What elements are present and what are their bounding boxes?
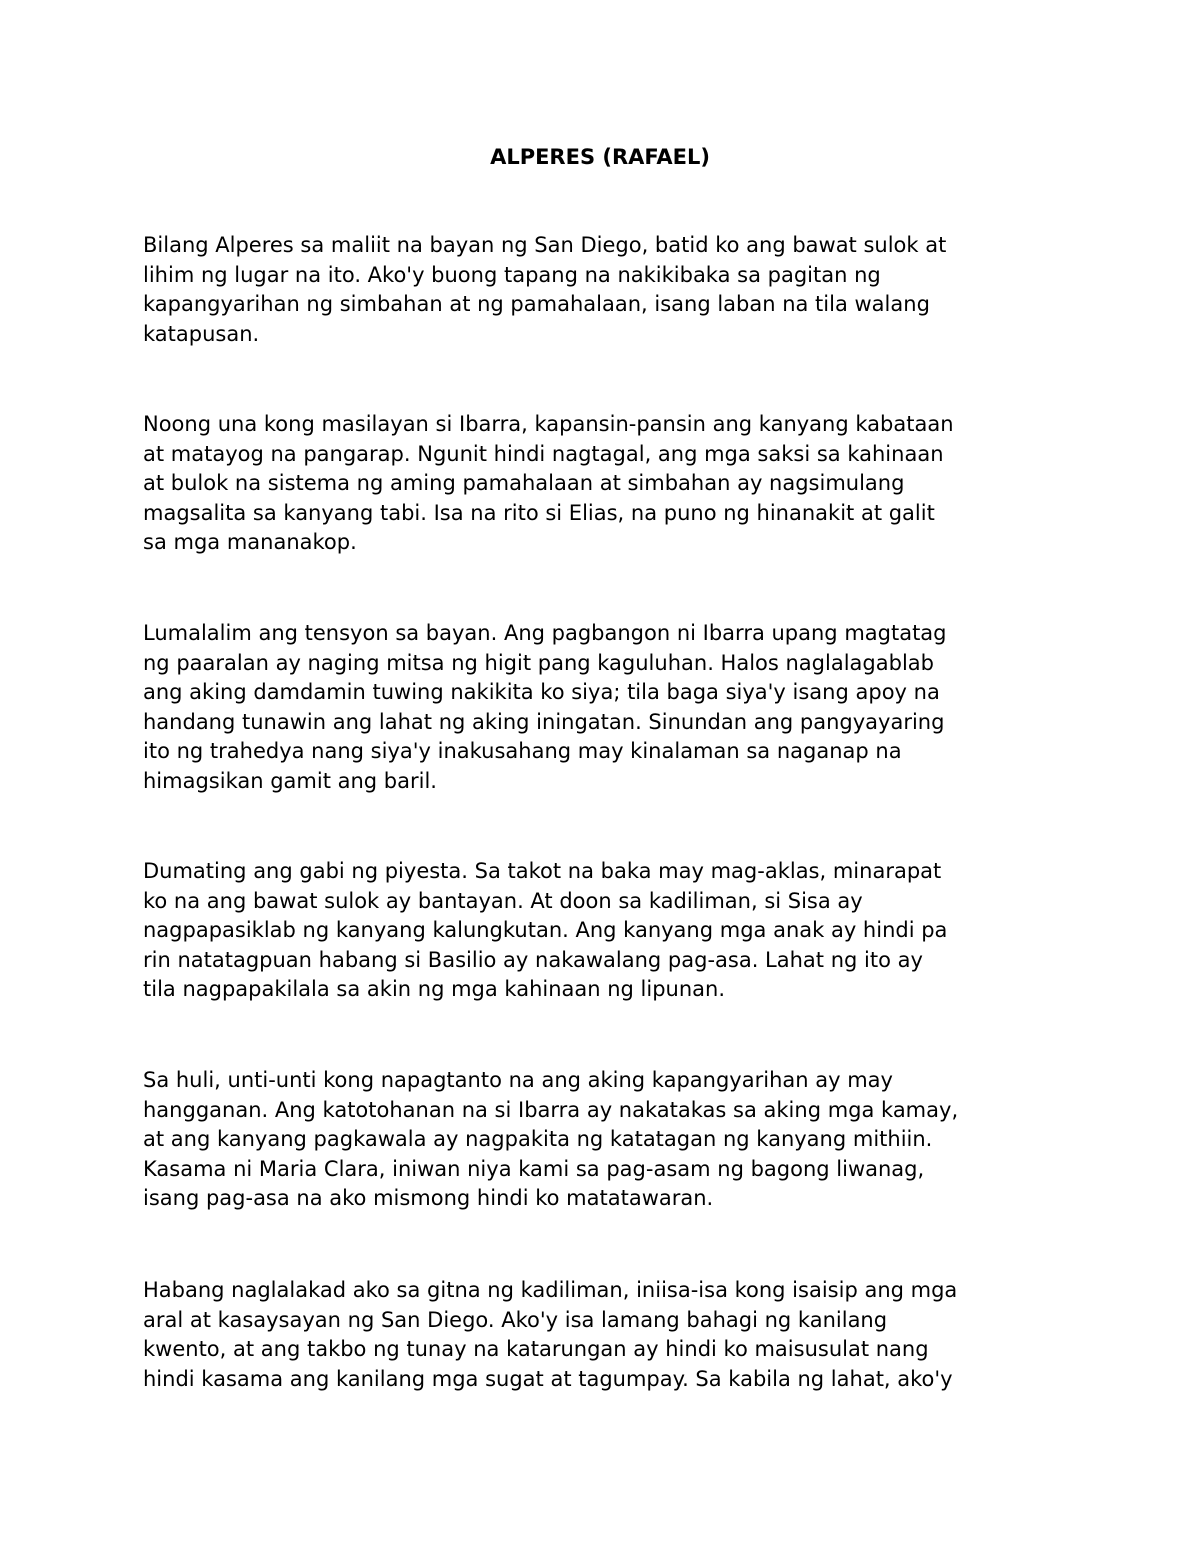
paragraph-line: isang pag-asa na ako mismong hindi ko matatawaran. bbox=[143, 1186, 714, 1211]
paragraph-line: ang aking damdamin tuwing nakikita ko siya; tila baga siya'y isang apoy na bbox=[143, 680, 940, 705]
paragraph bbox=[143, 619, 1073, 797]
paragraph bbox=[143, 857, 1073, 1005]
paragraph-line: tila nagpapakilala sa akin ng mga kahinaan ng lipunan. bbox=[143, 977, 726, 1002]
paragraph-line: Bilang Alperes sa maliit na bayan ng San Diego, batid ko ang bawat sulok at bbox=[143, 233, 947, 257]
paragraph-line: Noong una kong masilayan si Ibarra, kapansin-pansin ang kanyang kabataan bbox=[143, 412, 954, 436]
paragraph-line: katapusan. bbox=[143, 321, 260, 346]
paragraph-line: Kasama ni Maria Clara, iniwan niya kami sa pag-asam ng bagong liwanag, bbox=[143, 1156, 925, 1181]
paragraph-line: at ang kanyang pagkawala ay nagpakita ng katatagan ng kanyang mithiin. bbox=[143, 1127, 933, 1152]
paragraph-line: ng paaralan ay naging mitsa ng higit pang kaguluhan. Halos naglalagablab bbox=[143, 650, 934, 675]
paragraph-line: at bulok na sistema ng aming pamahalaan at simbahan ay nagsimulang bbox=[143, 471, 905, 496]
paragraph-line: Sa huli, unti-unti kong napagtanto na ang aking kapangyarihan ay may bbox=[143, 1068, 893, 1092]
paragraph-line: lihim ng lugar na ito. Ako'y buong tapang na nakikibaka sa pagitan ng bbox=[143, 262, 881, 287]
document-title: ALPERES (RAFAEL) bbox=[490, 145, 710, 169]
paragraph-line: hangganan. Ang katotohanan na si Ibarra ay nakatakas sa aking mga kamay, bbox=[143, 1097, 959, 1122]
paragraph-line: Lumalalim ang tensyon sa bayan. Ang pagbangon ni Ibarra upang magtatag bbox=[143, 621, 947, 645]
paragraph bbox=[143, 1066, 1073, 1214]
paragraph-line: magsalita sa kanyang tabi. Isa na rito si Elias, na puno ng hinanakit at galit bbox=[143, 500, 935, 525]
paragraph-line: sa mga mananakop. bbox=[143, 530, 357, 555]
paragraph-line: at matayog na pangarap. Ngunit hindi nagtagal, ang mga saksi sa kahinaan bbox=[143, 441, 944, 466]
paragraph-line: kapangyarihan ng simbahan at ng pamahalaan, isang laban na tila walang bbox=[143, 292, 930, 317]
paragraph-line: nagpapasiklab ng kanyang kalungkutan. Ang kanyang mga anak ay hindi pa bbox=[143, 918, 948, 943]
paragraph bbox=[143, 1276, 1073, 1394]
paragraph-line: himagsikan gamit ang baril. bbox=[143, 768, 437, 793]
paragraph-line: aral at kasaysayan ng San Diego. Ako'y isa lamang bahagi ng kanilang bbox=[143, 1307, 888, 1332]
paragraph-line: Dumating ang gabi ng piyesta. Sa takot na baka may mag-aklas, minarapat bbox=[143, 859, 942, 883]
paragraph bbox=[143, 231, 1073, 349]
paragraph-line: Habang naglalakad ako sa gitna ng kadiliman, iniisa-isa kong isaisip ang mga bbox=[143, 1278, 958, 1302]
paragraph-line: ito ng trahedya nang siya'y inakusahang may kinalaman sa naganap na bbox=[143, 739, 902, 764]
paragraph-line: handang tunawin ang lahat ng aking iningatan. Sinundan ang pangyayaring bbox=[143, 709, 945, 734]
paragraph bbox=[143, 410, 1073, 558]
paragraph-line: ko na ang bawat sulok ay bantayan. At doon sa kadiliman, si Sisa ay bbox=[143, 888, 863, 913]
paragraph-line: rin natatagpuan habang si Basilio ay nakawalang pag-asa. Lahat ng ito ay bbox=[143, 947, 923, 972]
paragraph-line: hindi kasama ang kanilang mga sugat at tagumpay. Sa kabila ng lahat, ako'y bbox=[143, 1366, 953, 1391]
paragraph-line: kwento, at ang takbo ng tunay na katarungan ay hindi ko maisusulat nang bbox=[143, 1337, 929, 1362]
